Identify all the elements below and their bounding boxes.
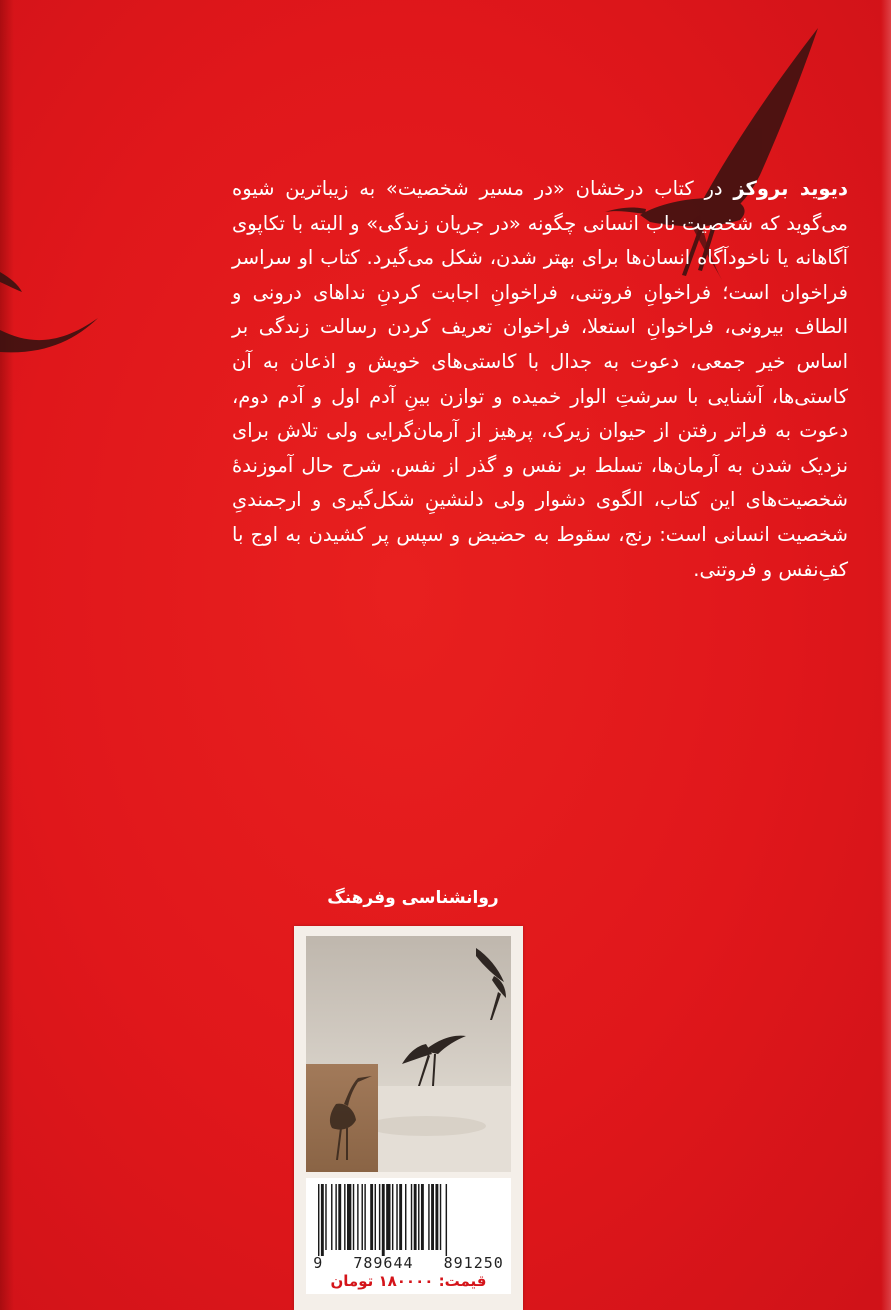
back-cover-blurb <box>232 172 848 587</box>
price-label: قیمت: ۱۸۰۰۰۰ تومان <box>330 1272 487 1290</box>
isbn-number: 9 789644 891250 <box>313 1254 504 1272</box>
price-sticker <box>294 926 523 1310</box>
crane-left-wing-icon <box>0 272 98 352</box>
publisher-name: روانشناسی وفرهنگ <box>327 888 499 908</box>
thumbnail-inset-photo <box>306 1064 378 1172</box>
author-name: دیوید بروکز <box>733 177 848 200</box>
barcode-panel <box>306 1178 511 1294</box>
isbn-barcode <box>314 1184 504 1256</box>
heron-standing-icon <box>306 1064 378 1172</box>
blurb-text: در کتاب درخشان «در مسیر شخصیت» به زیباترین شیوه می‌گوید که شخصیت ناب انسانی چگونه «در جریان زندگی» و البته با تکاپوی آگاهانه یا ناخودآگاه انسان‌ها برای بهتر شدن، شکل می‌گیرد. کتاب او سراسر فراخوان است؛ فراخوانِ فروتنی، فراخوانِ اجابت کردنِ نداهای درونی و الطاف بیرونی، فراخوانِ استعلا، فراخوان تعریف کردن رسالت زندگی بر اساس خیر جمعی، دعوت به جدال با کاستی‌های خویش و اذعان به آن کاستی‌ها، آشنایی با سرشتِ الوار خمیده و توازن بینِ آدم اول و آدم دوم، دعوت به فراتر رفتن از حیوان زیرک، پرهیز از آرمان‌گرایی ولی تلاش برای نزدیک شدن به آرمان‌ها، تسلط بر نفس و گذر از نفس. شرح حال آموزندهٔ شخصیت‌های این کتاب، الگوی دشوار ولی دلنشینِ شکل‌گیری و ارجمندیِ شخصیت انسانی است: رنج، سقوط به حضیض و سپس پر کشیدن به اوج با کفِ‌نفس و فروتنی. <box>232 177 848 581</box>
cover-thumbnail <box>306 936 511 1172</box>
